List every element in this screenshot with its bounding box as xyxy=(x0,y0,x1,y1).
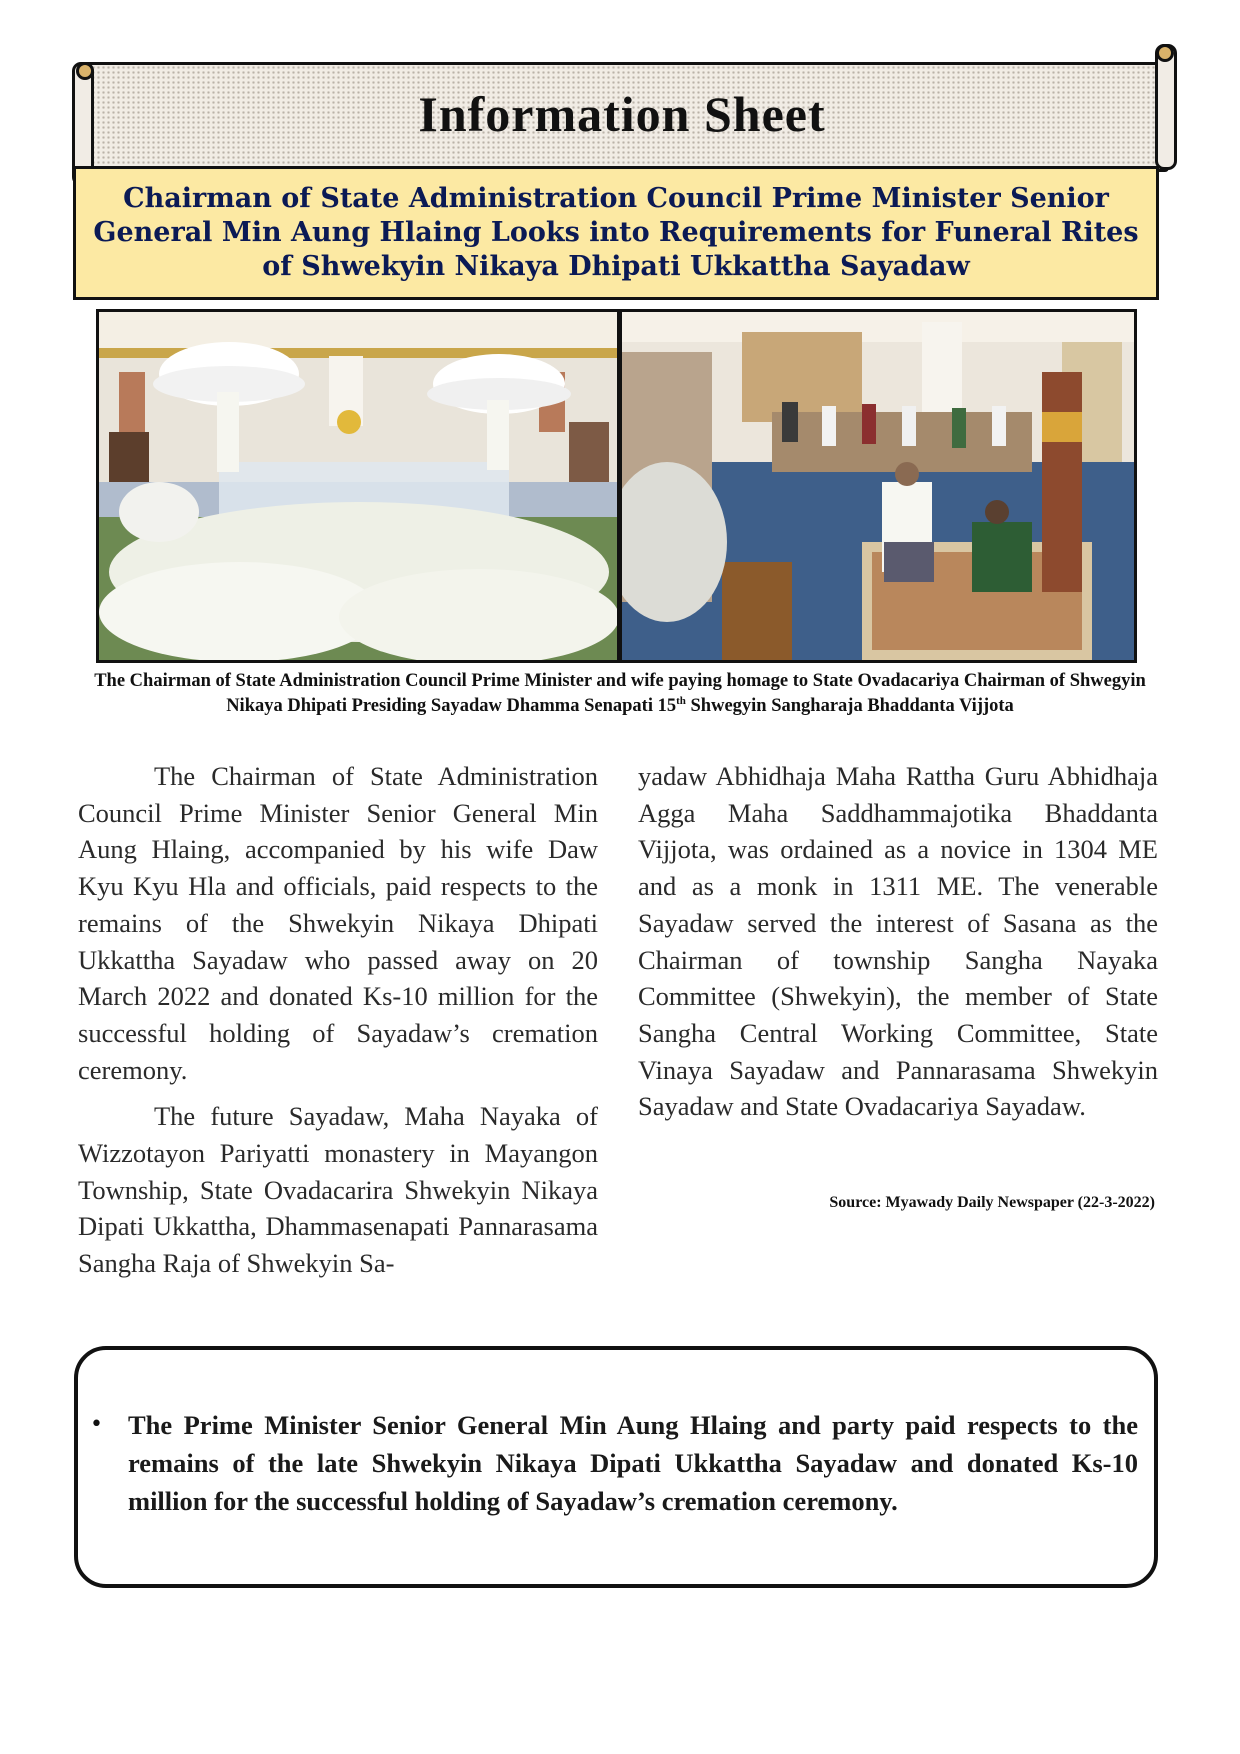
body-paragraph-1: The Chairman of State Administration Council Prime Minister Senior General Min Aung Hlaing, accompanied by his wife Daw Kyu Kyu Hla and officials, paid respects to the remains of the Shwekyin Nikaya Dhipati Ukkattha Sayadaw who passed away on 20 March 2022 and donated Ks-10 million for the successful holding of Sayadaw’s cremation ceremony. xyxy=(78,761,598,1085)
caption-text: The Chairman of State Administration Council Prime Minister and wife paying homage to State Ovadacariya Chairman of Shwegyin Nikaya Dhipati Presiding Sayadaw Dhamma Senapati 15 xyxy=(94,671,1146,717)
photo-frame xyxy=(96,309,1137,663)
source-citation: Source: Myawady Daily Newspaper (22-3-2022) xyxy=(829,1194,1155,1211)
bullet-icon: • xyxy=(90,1412,103,1437)
caption-text-end: Shwegyin Sangharaja Bhaddanta Vijjota xyxy=(685,696,1014,717)
headline-box xyxy=(73,166,1159,300)
headline-text: Chairman of State Administration Council Prime Minister Senior General Min Aung Hlaing Looks into Requirements for Funeral Rites of Shwekyin Nikaya Dhipati Ukkattha Sayadaw xyxy=(93,183,1139,282)
summary-text: The Prime Minister Senior General Min Aung Hlaing and party paid respects to the remains of the late Shwekyin Nikaya Dipati Ukkattha Sayadaw and donated Ks-10 million for the successful holding of Sayadaw’s cremation ceremony. xyxy=(128,1410,1138,1516)
scroll-knob-right xyxy=(1156,44,1174,62)
body-column-right xyxy=(638,758,1158,1125)
page-title: Information Sheet xyxy=(418,86,826,142)
photo-caption xyxy=(90,671,1150,716)
caption-superscript: th xyxy=(676,695,686,707)
body-paragraph-2-end: yadaw Abhidhaja Maha Rattha Guru Abhidhaja Agga Maha Saddhammajotika Bhaddanta Vijjota, was ordained as a novice in 1304 ME and as a monk in 1311 ME. The venerable Sayadaw served the interest of Sasana as the Chairman of township Sangha Nayaka Committee (Shwekyin), the member of State Sangha Central Working Committee, State Vinaya Sayadaw and Pannarasama Shwekyin Sayadaw and State Ovadacariya Sayadaw. xyxy=(638,761,1158,1122)
body-column-left xyxy=(78,758,598,1282)
photo-funeral-bier xyxy=(99,312,617,660)
body-paragraph-2-start: The future Sayadaw, Maha Nayaka of Wizzotayon Pariyatti monastery in Mayangon Township, State Ovadacarira Shwekyin Nikaya Dipati Ukkattha, Dhammasenapati Pannarasama Sangha Raja of Shwekyin Sa- xyxy=(78,1101,598,1279)
photo-homage-paying xyxy=(622,312,1137,660)
